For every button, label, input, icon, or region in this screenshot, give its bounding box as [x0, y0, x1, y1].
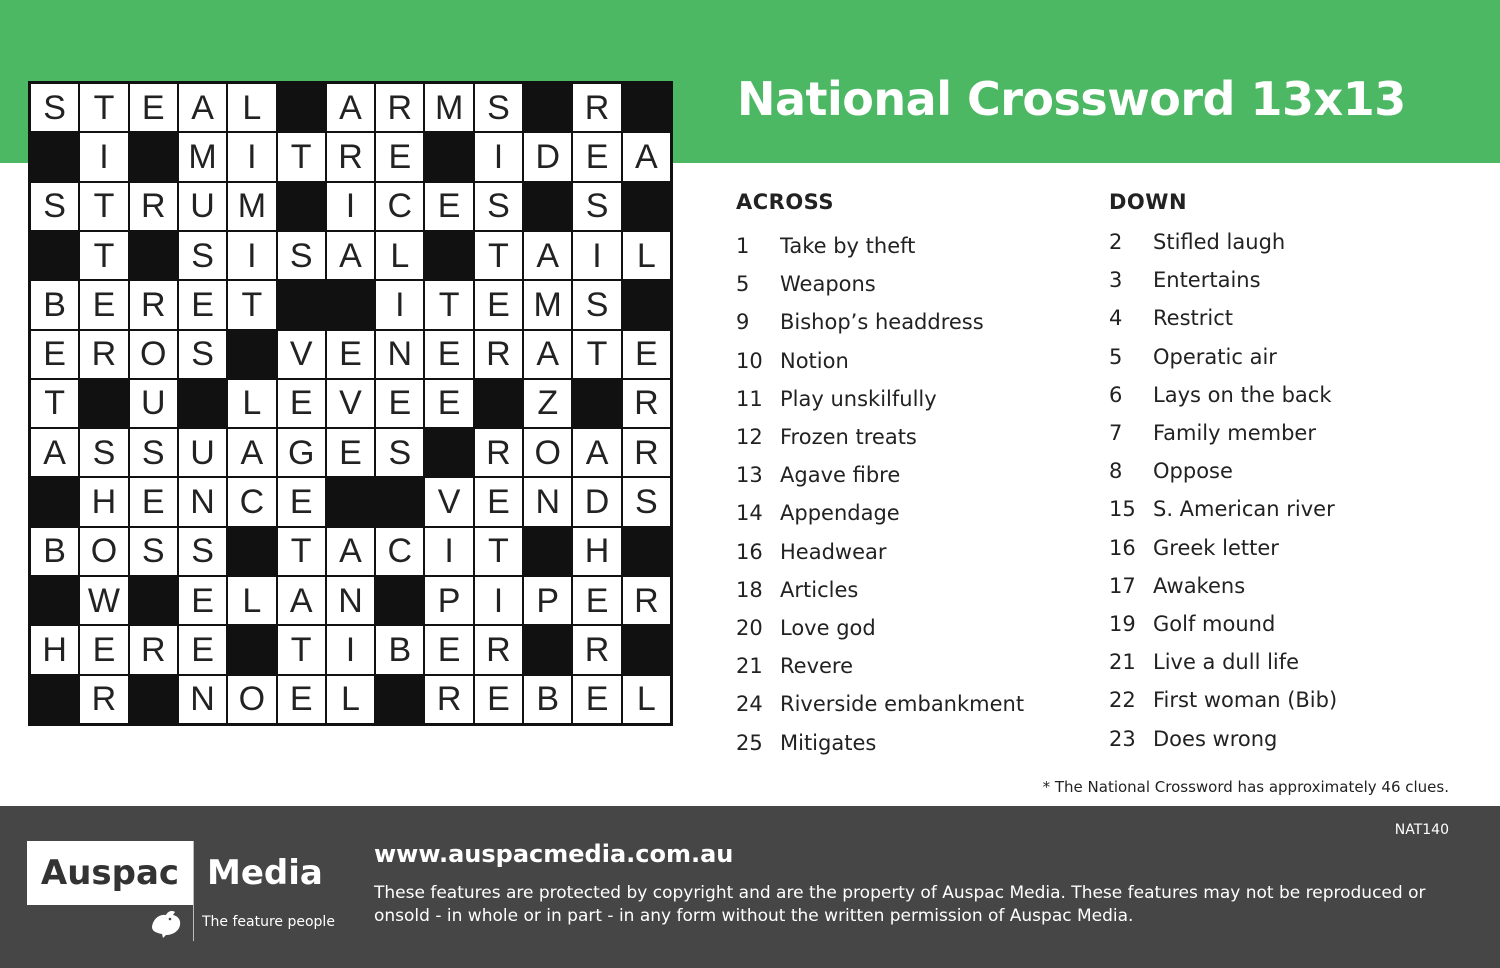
- across-clue: [736, 303, 1076, 341]
- grid-cell: E: [623, 331, 670, 378]
- grid-black-cell: [327, 281, 374, 328]
- grid-black-cell: [376, 676, 423, 723]
- grid-cell: S: [623, 478, 670, 525]
- grid-cell: M: [228, 183, 275, 230]
- grid-cell: M: [425, 84, 472, 131]
- clue-text: Revere: [780, 654, 854, 679]
- grid-cell: S: [179, 232, 226, 279]
- across-clues: [736, 190, 1076, 762]
- grid-cell: T: [228, 281, 275, 328]
- clue-text: Love god: [780, 615, 876, 640]
- clue-number: 24: [736, 692, 763, 717]
- grid-cell: I: [475, 133, 522, 180]
- grid-cell: R: [130, 626, 177, 673]
- grid-black-cell: [130, 676, 177, 723]
- website-link[interactable]: www.auspacmedia.com.au: [374, 840, 734, 868]
- grid-cell: T: [80, 84, 127, 131]
- clue-number: 16: [1109, 535, 1136, 560]
- grid-cell: T: [425, 281, 472, 328]
- down-clue: [1109, 299, 1469, 337]
- clue-number: 4: [1109, 306, 1123, 331]
- clue-number: 14: [736, 501, 763, 526]
- clue-number: 17: [1109, 573, 1136, 598]
- down-clue: [1109, 605, 1469, 643]
- clue-text: Family member: [1153, 421, 1316, 446]
- grid-cell: G: [278, 429, 325, 476]
- across-clue: [736, 533, 1076, 571]
- grid-cell: S: [475, 84, 522, 131]
- down-clue-list: [1109, 223, 1469, 758]
- grid-cell: T: [475, 232, 522, 279]
- clue-text: Riverside embankment: [780, 692, 1025, 717]
- grid-cell: S: [573, 183, 620, 230]
- grid-cell: L: [327, 676, 374, 723]
- across-clue: [736, 418, 1076, 456]
- grid-cell: T: [573, 331, 620, 378]
- grid-cell: Z: [524, 380, 571, 427]
- grid-cell: S: [376, 429, 423, 476]
- grid-cell: E: [179, 281, 226, 328]
- grid-cell: C: [228, 478, 275, 525]
- grid-cell: S: [475, 183, 522, 230]
- grid-cell: A: [524, 232, 571, 279]
- auspac-logo[interactable]: [27, 841, 337, 941]
- grid-cell: T: [475, 528, 522, 575]
- grid-cell: S: [31, 183, 78, 230]
- down-clue: [1109, 452, 1469, 490]
- grid-cell: S: [573, 281, 620, 328]
- clue-text: Articles: [780, 577, 859, 602]
- down-clue: [1109, 643, 1469, 681]
- grid-cell: L: [376, 232, 423, 279]
- grid-cell: I: [80, 133, 127, 180]
- grid-black-cell: [524, 528, 571, 575]
- grid-cell: A: [327, 84, 374, 131]
- clue-number: 1: [736, 234, 750, 259]
- grid-cell: W: [80, 577, 127, 624]
- down-clue: [1109, 414, 1469, 452]
- grid-cell: N: [179, 478, 226, 525]
- grid-cell: E: [80, 281, 127, 328]
- clue-text: Bishop’s headdress: [780, 310, 984, 335]
- clue-number: 5: [1109, 344, 1123, 369]
- grid-cell: O: [524, 429, 571, 476]
- clue-text: Operatic air: [1153, 344, 1277, 369]
- down-heading: DOWN: [1109, 190, 1188, 214]
- clue-text: Take by theft: [780, 234, 916, 259]
- grid-black-cell: [228, 528, 275, 575]
- grid-cell: N: [376, 331, 423, 378]
- grid-cell: H: [80, 478, 127, 525]
- clue-text: Stifled laugh: [1153, 230, 1286, 255]
- across-clue: [736, 380, 1076, 418]
- grid-black-cell: [425, 429, 472, 476]
- grid-black-cell: [130, 133, 177, 180]
- grid-cell: S: [179, 528, 226, 575]
- clue-number: 19: [1109, 611, 1136, 636]
- grid-black-cell: [278, 183, 325, 230]
- across-clue: [736, 265, 1076, 303]
- grid-cell: R: [573, 84, 620, 131]
- down-clue: [1109, 719, 1469, 757]
- footer: [0, 806, 1500, 968]
- across-clue-list: [736, 227, 1076, 762]
- across-clue: [736, 647, 1076, 685]
- grid-cell: E: [475, 676, 522, 723]
- across-clue: [736, 723, 1076, 761]
- grid-cell: A: [31, 429, 78, 476]
- grid-cell: E: [573, 577, 620, 624]
- puzzle-code: NAT140: [1394, 822, 1449, 838]
- grid-cell: E: [278, 478, 325, 525]
- grid-cell: U: [179, 183, 226, 230]
- down-clue: [1109, 338, 1469, 376]
- logo-tagline: The feature people: [202, 914, 335, 930]
- clue-text: Lays on the back: [1153, 382, 1332, 407]
- clue-text: First woman (Bib): [1153, 688, 1338, 713]
- grid-black-cell: [327, 478, 374, 525]
- grid-cell: N: [524, 478, 571, 525]
- grid-cell: L: [623, 232, 670, 279]
- grid-black-cell: [623, 281, 670, 328]
- grid-cell: E: [475, 281, 522, 328]
- clue-text: Appendage: [780, 501, 900, 526]
- down-clue: [1109, 529, 1469, 567]
- grid-cell: R: [623, 380, 670, 427]
- grid-cell: E: [179, 577, 226, 624]
- clue-number: 20: [736, 615, 763, 640]
- clue-number: 7: [1109, 421, 1123, 446]
- grid-cell: A: [623, 133, 670, 180]
- grid-cell: R: [475, 429, 522, 476]
- grid-cell: A: [573, 429, 620, 476]
- grid-cell: E: [130, 84, 177, 131]
- across-clue: [736, 494, 1076, 532]
- clue-text: Entertains: [1153, 268, 1261, 293]
- grid-cell: E: [327, 429, 374, 476]
- grid-cell: B: [31, 281, 78, 328]
- clue-number: 18: [736, 577, 763, 602]
- clue-text: Headwear: [780, 539, 887, 564]
- grid-cell: S: [31, 84, 78, 131]
- grid-cell: P: [524, 577, 571, 624]
- down-clue: [1109, 567, 1469, 605]
- clue-text: Notion: [780, 348, 849, 373]
- grid-cell: H: [573, 528, 620, 575]
- clue-number: 21: [736, 654, 763, 679]
- grid-black-cell: [623, 626, 670, 673]
- clue-text: Play unskilfully: [780, 386, 937, 411]
- grid-black-cell: [524, 626, 571, 673]
- clue-number: 13: [736, 463, 763, 488]
- grid-cell: E: [376, 133, 423, 180]
- grid-cell: L: [228, 84, 275, 131]
- grid-cell: E: [425, 183, 472, 230]
- grid-cell: I: [327, 626, 374, 673]
- across-clue: [736, 456, 1076, 494]
- clue-number: 16: [736, 539, 763, 564]
- across-clue: [736, 571, 1076, 609]
- grid-black-cell: [623, 183, 670, 230]
- grid-cell: C: [376, 528, 423, 575]
- grid-cell: R: [623, 429, 670, 476]
- grid-black-cell: [475, 380, 522, 427]
- clue-number: 23: [1109, 726, 1136, 751]
- grid-cell: H: [31, 626, 78, 673]
- clue-number: 11: [736, 386, 763, 411]
- grid-black-cell: [376, 478, 423, 525]
- grid-black-cell: [31, 478, 78, 525]
- grid-black-cell: [31, 676, 78, 723]
- grid-cell: S: [278, 232, 325, 279]
- clue-text: Mitigates: [780, 730, 877, 755]
- grid-black-cell: [228, 331, 275, 378]
- logo-auspac-text: Auspac: [27, 841, 193, 905]
- grid-black-cell: [31, 577, 78, 624]
- grid-cell: B: [524, 676, 571, 723]
- grid-black-cell: [524, 183, 571, 230]
- grid-black-cell: [80, 380, 127, 427]
- grid-cell: N: [179, 676, 226, 723]
- grid-cell: A: [327, 232, 374, 279]
- across-heading: ACROSS: [736, 190, 834, 214]
- grid-cell: R: [623, 577, 670, 624]
- grid-cell: R: [573, 626, 620, 673]
- bird-icon: [149, 909, 185, 939]
- grid-cell: T: [80, 183, 127, 230]
- grid-cell: D: [573, 478, 620, 525]
- clue-text: Agave fibre: [780, 463, 901, 488]
- grid-cell: S: [80, 429, 127, 476]
- grid-black-cell: [278, 84, 325, 131]
- clue-number: 21: [1109, 650, 1136, 675]
- grid-cell: R: [327, 133, 374, 180]
- grid-cell: O: [130, 331, 177, 378]
- clue-text: Golf mound: [1153, 611, 1276, 636]
- grid-cell: E: [31, 331, 78, 378]
- grid-cell: O: [228, 676, 275, 723]
- clue-number: 22: [1109, 688, 1136, 713]
- grid-cell: T: [80, 232, 127, 279]
- down-clue: [1109, 223, 1469, 261]
- grid-cell: T: [278, 133, 325, 180]
- clue-text: Does wrong: [1153, 726, 1278, 751]
- grid-cell: A: [228, 429, 275, 476]
- clue-text: Oppose: [1153, 459, 1233, 484]
- grid-cell: E: [80, 626, 127, 673]
- grid-black-cell: [524, 84, 571, 131]
- clue-number: 5: [736, 272, 750, 297]
- grid-cell: E: [130, 478, 177, 525]
- down-clue: [1109, 261, 1469, 299]
- clue-number: 12: [736, 425, 763, 450]
- clue-text: Weapons: [780, 272, 876, 297]
- grid-cell: I: [425, 528, 472, 575]
- grid-cell: R: [475, 331, 522, 378]
- down-clues: [1109, 190, 1469, 758]
- grid-cell: T: [278, 626, 325, 673]
- grid-black-cell: [31, 232, 78, 279]
- grid-cell: E: [425, 626, 472, 673]
- clue-count-footnote: * The National Crossword has approximately 46 clues.: [1042, 778, 1449, 796]
- grid-cell: U: [179, 429, 226, 476]
- clue-number: 25: [736, 730, 763, 755]
- across-clue: [736, 342, 1076, 380]
- grid-cell: L: [228, 577, 275, 624]
- grid-cell: U: [130, 380, 177, 427]
- grid-cell: T: [278, 528, 325, 575]
- grid-cell: E: [573, 676, 620, 723]
- grid-cell: L: [623, 676, 670, 723]
- grid-cell: D: [524, 133, 571, 180]
- grid-cell: R: [475, 626, 522, 673]
- copyright-notice: These features are protected by copyright and are the property of Auspac Media. These features may not be reproduced or onsold - in whole or in part - in any form without the written permission of Auspac Media.: [374, 883, 1426, 926]
- grid-black-cell: [130, 577, 177, 624]
- logo-divider: [193, 841, 194, 941]
- grid-cell: E: [475, 478, 522, 525]
- clue-number: 3: [1109, 268, 1123, 293]
- clue-text: S. American river: [1153, 497, 1335, 522]
- grid-cell: E: [327, 331, 374, 378]
- grid-cell: R: [80, 331, 127, 378]
- grid-cell: V: [425, 478, 472, 525]
- grid-cell: C: [376, 183, 423, 230]
- grid-cell: M: [524, 281, 571, 328]
- clue-number: 9: [736, 310, 750, 335]
- grid-cell: I: [228, 133, 275, 180]
- grid-cell: E: [425, 380, 472, 427]
- grid-cell: A: [278, 577, 325, 624]
- clue-number: 15: [1109, 497, 1136, 522]
- grid-cell: I: [475, 577, 522, 624]
- clue-text: Frozen treats: [780, 425, 917, 450]
- clue-number: 6: [1109, 382, 1123, 407]
- grid-cell: E: [425, 331, 472, 378]
- clue-text: Live a dull life: [1153, 650, 1300, 675]
- grid-cell: S: [130, 528, 177, 575]
- grid-cell: I: [327, 183, 374, 230]
- grid-cell: P: [425, 577, 472, 624]
- across-clue: [736, 685, 1076, 723]
- grid-cell: R: [130, 281, 177, 328]
- grid-black-cell: [228, 626, 275, 673]
- grid-cell: R: [80, 676, 127, 723]
- clue-text: Awakens: [1153, 573, 1246, 598]
- grid-cell: E: [278, 676, 325, 723]
- grid-cell: V: [278, 331, 325, 378]
- down-clue: [1109, 490, 1469, 528]
- across-clue: [736, 227, 1076, 265]
- clue-text: Restrict: [1153, 306, 1233, 331]
- grid-cell: E: [573, 133, 620, 180]
- grid-cell: I: [228, 232, 275, 279]
- crossword-grid: [28, 81, 673, 726]
- grid-black-cell: [376, 577, 423, 624]
- down-clue: [1109, 681, 1469, 719]
- grid-cell: T: [31, 380, 78, 427]
- grid-black-cell: [179, 380, 226, 427]
- grid-cell: M: [179, 133, 226, 180]
- page-title: National Crossword 13x13: [737, 72, 1406, 126]
- grid-cell: V: [327, 380, 374, 427]
- grid-black-cell: [278, 281, 325, 328]
- clue-number: 2: [1109, 230, 1123, 255]
- grid-cell: A: [179, 84, 226, 131]
- down-clue: [1109, 376, 1469, 414]
- grid-black-cell: [623, 84, 670, 131]
- grid-cell: O: [80, 528, 127, 575]
- clue-text: Greek letter: [1153, 535, 1279, 560]
- clue-number: 10: [736, 348, 763, 373]
- grid-cell: A: [524, 331, 571, 378]
- grid-cell: I: [573, 232, 620, 279]
- grid-cell: S: [130, 429, 177, 476]
- logo-media-text: Media: [207, 853, 323, 893]
- grid-cell: A: [327, 528, 374, 575]
- grid-cell: S: [179, 331, 226, 378]
- grid-cell: B: [31, 528, 78, 575]
- grid-cell: L: [228, 380, 275, 427]
- grid-cell: R: [425, 676, 472, 723]
- grid-black-cell: [425, 133, 472, 180]
- across-clue: [736, 609, 1076, 647]
- grid-cell: R: [376, 84, 423, 131]
- grid-cell: N: [327, 577, 374, 624]
- grid-black-cell: [31, 133, 78, 180]
- grid-cell: E: [179, 626, 226, 673]
- grid-cell: E: [376, 380, 423, 427]
- grid-black-cell: [130, 232, 177, 279]
- grid-cell: E: [278, 380, 325, 427]
- grid-cell: R: [130, 183, 177, 230]
- grid-cell: B: [376, 626, 423, 673]
- grid-black-cell: [425, 232, 472, 279]
- clue-number: 8: [1109, 459, 1123, 484]
- grid-cell: I: [376, 281, 423, 328]
- grid-black-cell: [623, 528, 670, 575]
- grid-black-cell: [573, 380, 620, 427]
